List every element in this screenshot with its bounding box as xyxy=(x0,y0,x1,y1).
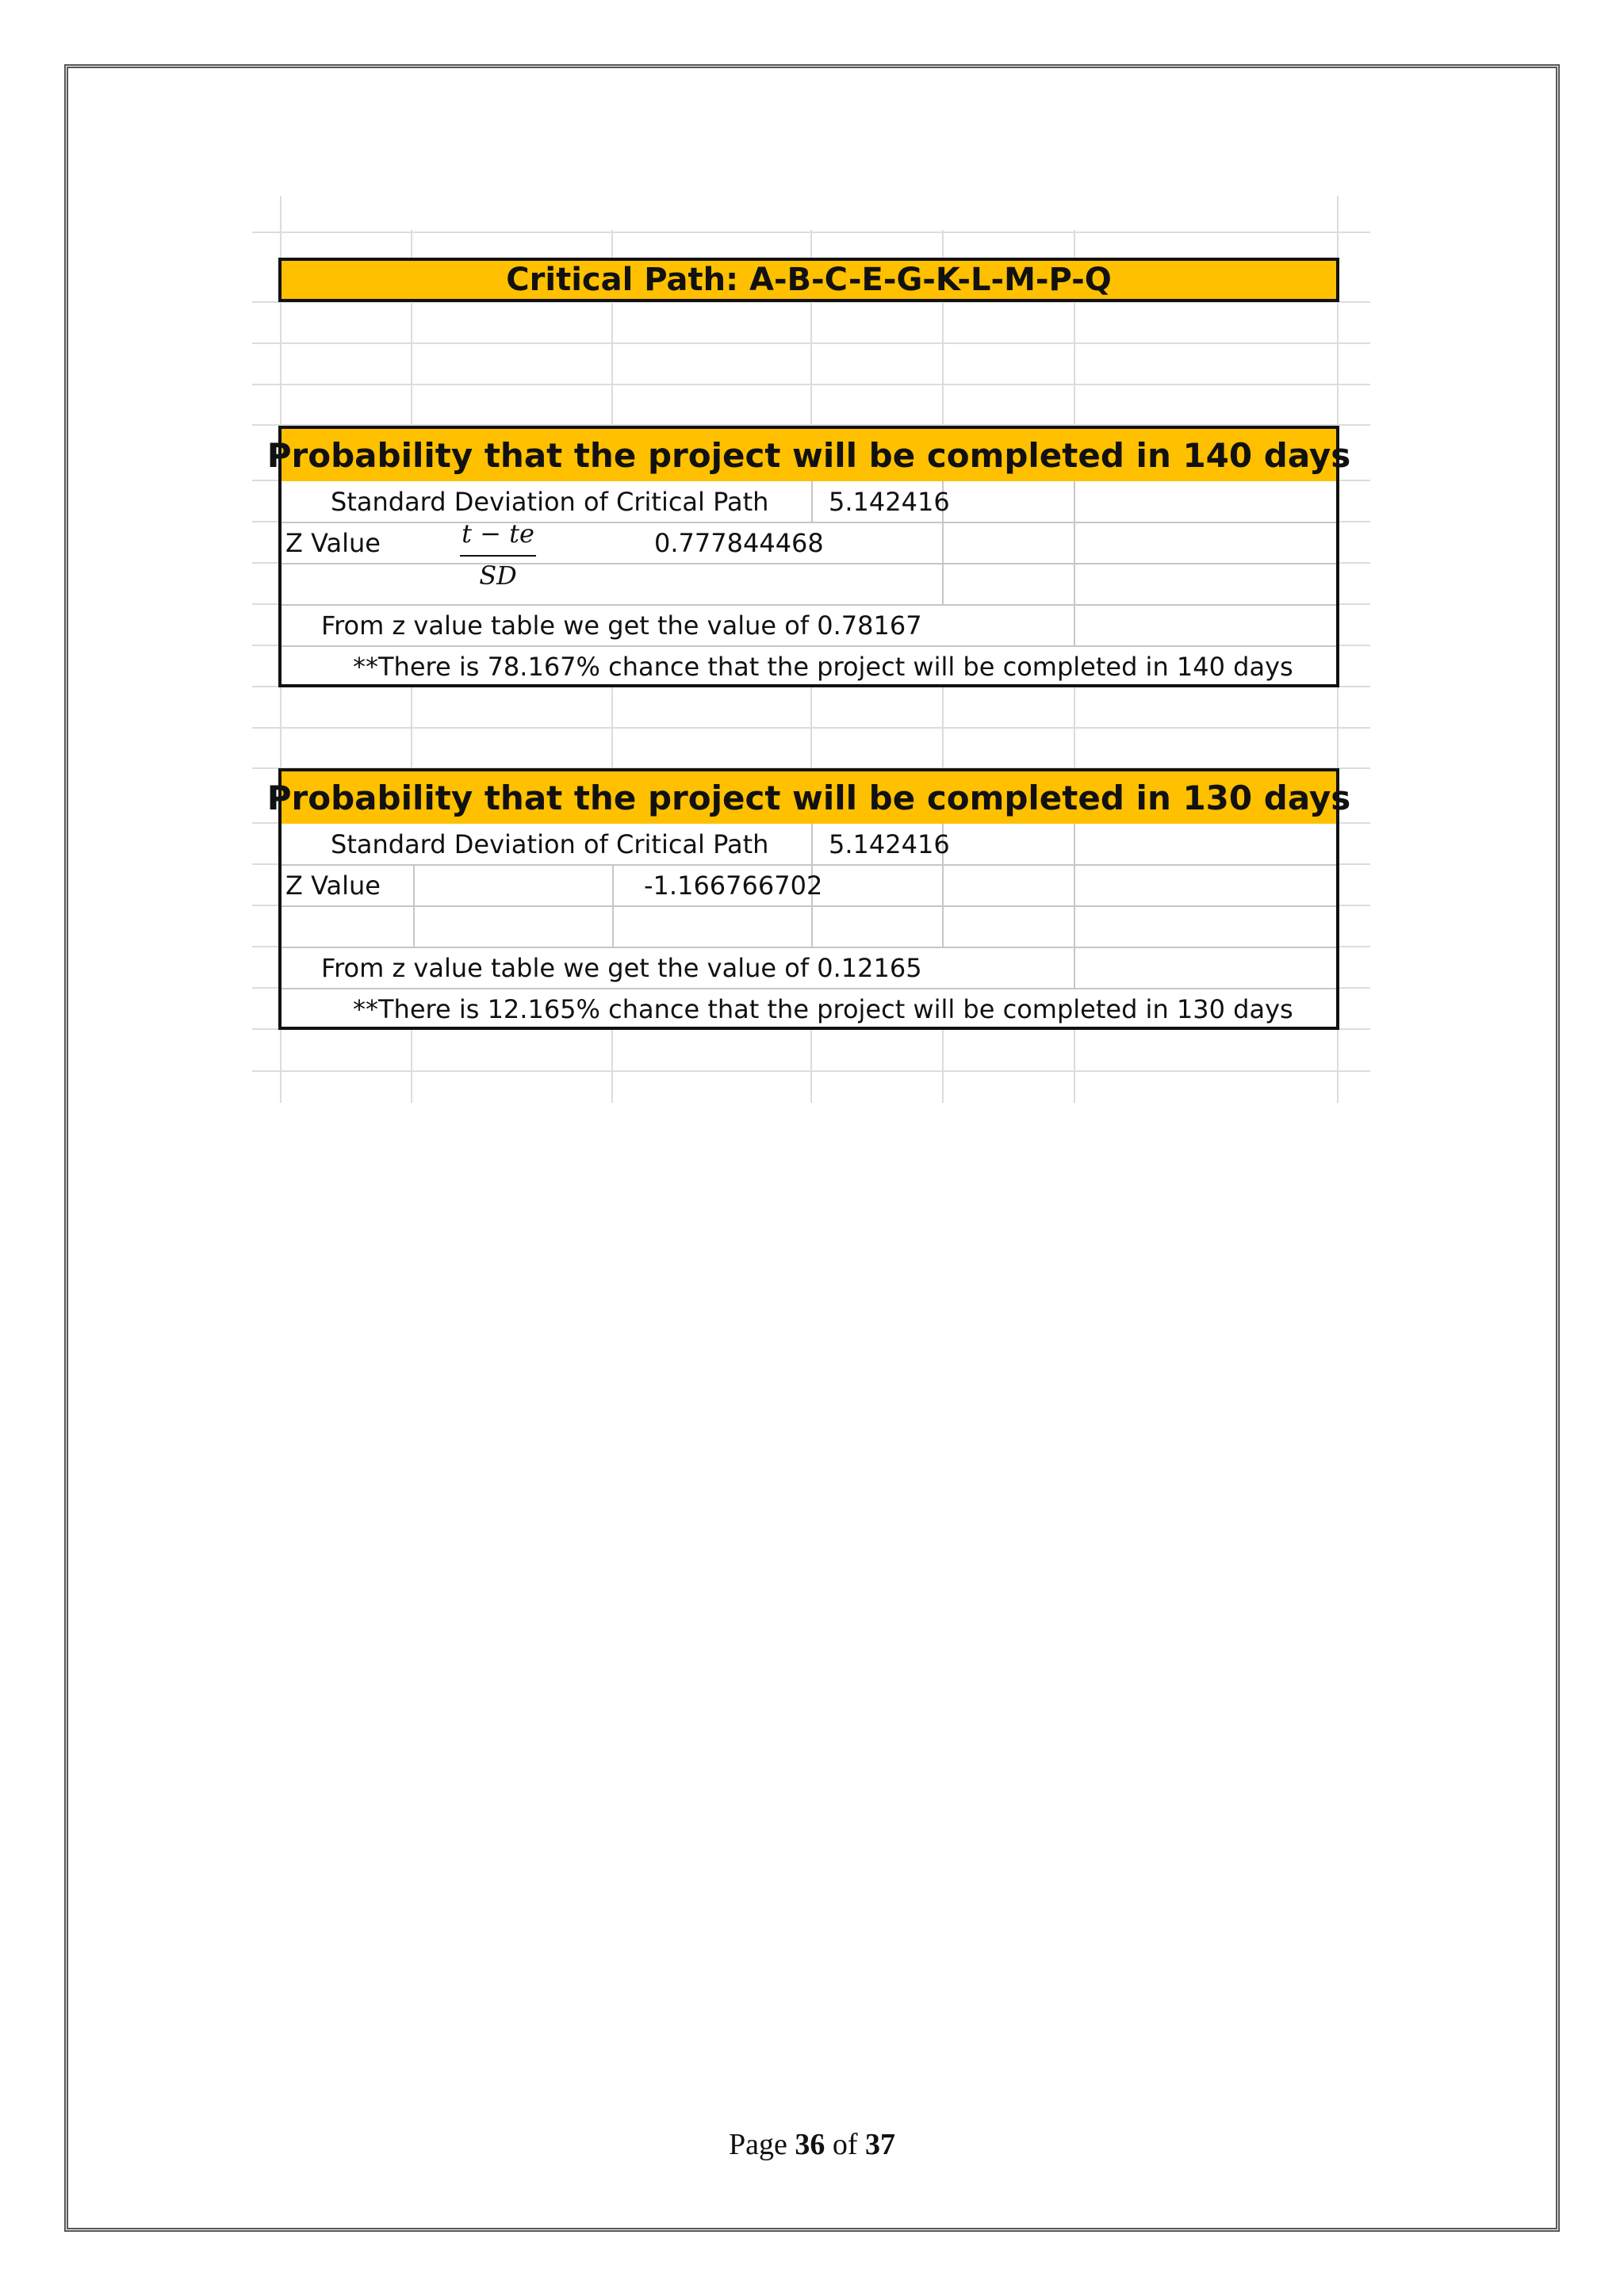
page-of: of xyxy=(832,2128,858,2161)
probability-130-title: Probability that the project will be completed in 130 days xyxy=(266,778,1351,817)
row-divider xyxy=(282,645,1336,647)
z-table-text-140: From z value table we get the value of 0.78167 xyxy=(321,610,922,641)
current-page: 36 xyxy=(795,2128,825,2161)
sd-value-130: 5.142416 xyxy=(829,829,950,859)
row-divider xyxy=(282,905,1336,907)
grid-line xyxy=(252,1070,1370,1072)
row-divider xyxy=(282,947,1336,948)
grid-line xyxy=(252,727,1370,729)
critical-path-banner xyxy=(278,258,1339,302)
conclusion-140: **There is 78.167% chance that the project will be completed in 140 days xyxy=(353,652,1293,682)
probability-130-title-bar xyxy=(266,768,1351,824)
z-table-text-130: From z value table we get the value of 0.12165 xyxy=(321,953,922,983)
row-divider xyxy=(282,563,1336,564)
row-divider xyxy=(282,522,1336,523)
z-value-130: -1.166766702 xyxy=(644,871,823,901)
column-divider xyxy=(1074,480,1075,604)
grid-line xyxy=(252,232,1370,233)
z-formula-denominator: SD xyxy=(479,561,517,591)
z-label-140: Z Value xyxy=(285,528,381,558)
column-divider xyxy=(612,864,614,947)
page-number xyxy=(0,2127,1624,2162)
row-divider xyxy=(282,604,1336,606)
z-formula-numerator: t − te xyxy=(462,519,534,549)
column-divider xyxy=(1074,823,1075,988)
column-divider xyxy=(1074,604,1075,645)
row-divider xyxy=(282,988,1336,989)
grid-line xyxy=(252,384,1370,385)
sd-label-130: Standard Deviation of Critical Path xyxy=(331,829,769,859)
page-prefix: Page xyxy=(728,2128,787,2161)
z-label-130: Z Value xyxy=(285,871,381,901)
row-divider xyxy=(282,864,1336,866)
probability-140-title-bar xyxy=(266,426,1351,481)
sd-value-140: 5.142416 xyxy=(829,487,950,517)
z-value-140: 0.777844468 xyxy=(654,528,824,558)
total-pages: 37 xyxy=(865,2128,896,2161)
column-divider xyxy=(413,864,415,947)
conclusion-130: **There is 12.165% chance that the project will be completed in 130 days xyxy=(353,994,1293,1024)
probability-140-title: Probability that the project will be completed in 140 days xyxy=(266,435,1351,475)
z-formula-fraction-bar xyxy=(460,555,536,557)
critical-path-title: Critical Path: A-B-C-E-G-K-L-M-P-Q xyxy=(506,262,1112,298)
sd-label-140: Standard Deviation of Critical Path xyxy=(331,487,769,517)
column-divider xyxy=(811,480,813,522)
grid-line xyxy=(252,342,1370,344)
